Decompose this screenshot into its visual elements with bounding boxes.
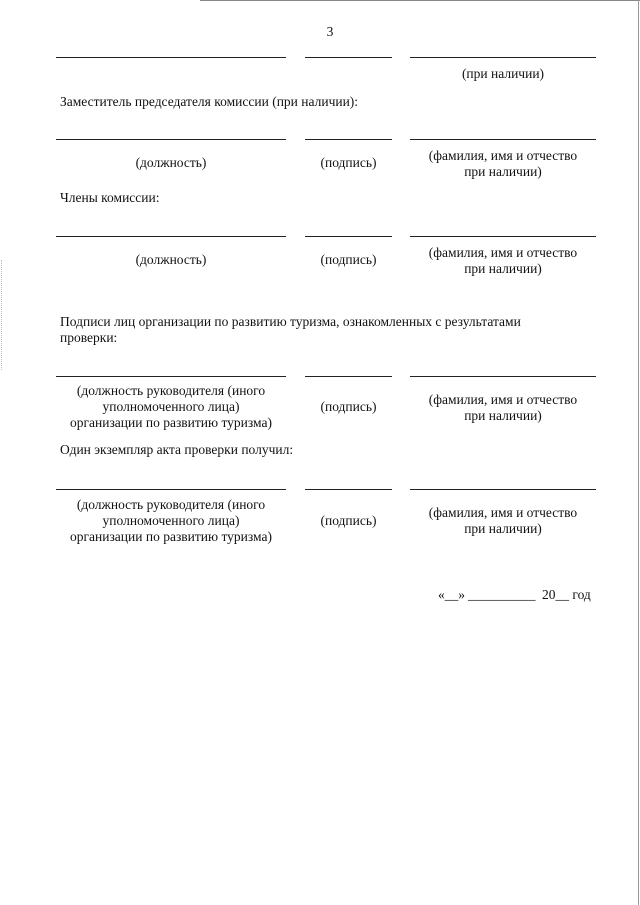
members-fio-label-1: (фамилия, имя и отчество bbox=[428, 245, 578, 260]
org-signature-label: (подпись) bbox=[320, 399, 377, 414]
copy-fio-label-2: при наличии) bbox=[464, 521, 542, 536]
deputy-fio-label-2: при наличии) bbox=[464, 164, 542, 179]
date-month-blank: __________ bbox=[468, 587, 536, 602]
date-year: 20__ год bbox=[542, 587, 591, 602]
org-fio-line bbox=[410, 376, 596, 377]
scan-edge-top bbox=[200, 0, 640, 1]
deputy-signature-line bbox=[305, 139, 392, 140]
scan-edge-right bbox=[638, 0, 639, 905]
members-position-label: (должность) bbox=[135, 252, 207, 267]
chair-fio-note: (при наличии) bbox=[461, 66, 545, 81]
org-heading-line-2: проверки: bbox=[60, 330, 118, 345]
members-signature-line bbox=[305, 236, 392, 237]
copy-position-label-1: (должность руководителя (иного bbox=[76, 497, 266, 512]
org-signature-line bbox=[305, 376, 392, 377]
deputy-position-label: (должность) bbox=[135, 155, 207, 170]
copy-position-label-2: уполномоченного лица) bbox=[102, 513, 240, 528]
chair-fio-line bbox=[410, 57, 596, 58]
deputy-position-line bbox=[56, 139, 286, 140]
members-fio-line bbox=[410, 236, 596, 237]
copy-position-label-3: организации по развитию туризма) bbox=[70, 529, 272, 544]
deputy-fio-label-1: (фамилия, имя и отчество bbox=[428, 148, 578, 163]
org-position-label-1: (должность руководителя (иного bbox=[76, 383, 266, 398]
chair-signature-line bbox=[305, 57, 392, 58]
copy-fio-line bbox=[410, 489, 596, 490]
deputy-fio-line bbox=[410, 139, 596, 140]
org-fio-label-2: при наличии) bbox=[464, 408, 542, 423]
members-signature-label: (подпись) bbox=[320, 252, 377, 267]
date-day: «__» bbox=[438, 587, 465, 602]
deputy-signature-label: (подпись) bbox=[320, 155, 377, 170]
org-position-label-2: уполномоченного лица) bbox=[102, 399, 240, 414]
scan-edge-left bbox=[1, 260, 2, 370]
org-position-label-3: организации по развитию туризма) bbox=[70, 415, 272, 430]
copy-position-line bbox=[56, 489, 286, 490]
deputy-heading: Заместитель председателя комиссии (при наличии): bbox=[60, 94, 359, 109]
copy-signature-label: (подпись) bbox=[320, 513, 377, 528]
members-position-line bbox=[56, 236, 286, 237]
members-fio-label-2: при наличии) bbox=[464, 261, 542, 276]
copy-signature-line bbox=[305, 489, 392, 490]
members-heading: Члены комиссии: bbox=[60, 190, 160, 205]
copy-heading: Один экземпляр акта проверки получил: bbox=[60, 442, 294, 457]
chair-position-line bbox=[56, 57, 286, 58]
org-heading-line-1: Подписи лиц организации по развитию туризма, ознакомленных с результатами bbox=[60, 314, 521, 329]
page-number: 3 bbox=[326, 24, 334, 39]
org-fio-label-1: (фамилия, имя и отчество bbox=[428, 392, 578, 407]
copy-fio-label-1: (фамилия, имя и отчество bbox=[428, 505, 578, 520]
org-position-line bbox=[56, 376, 286, 377]
